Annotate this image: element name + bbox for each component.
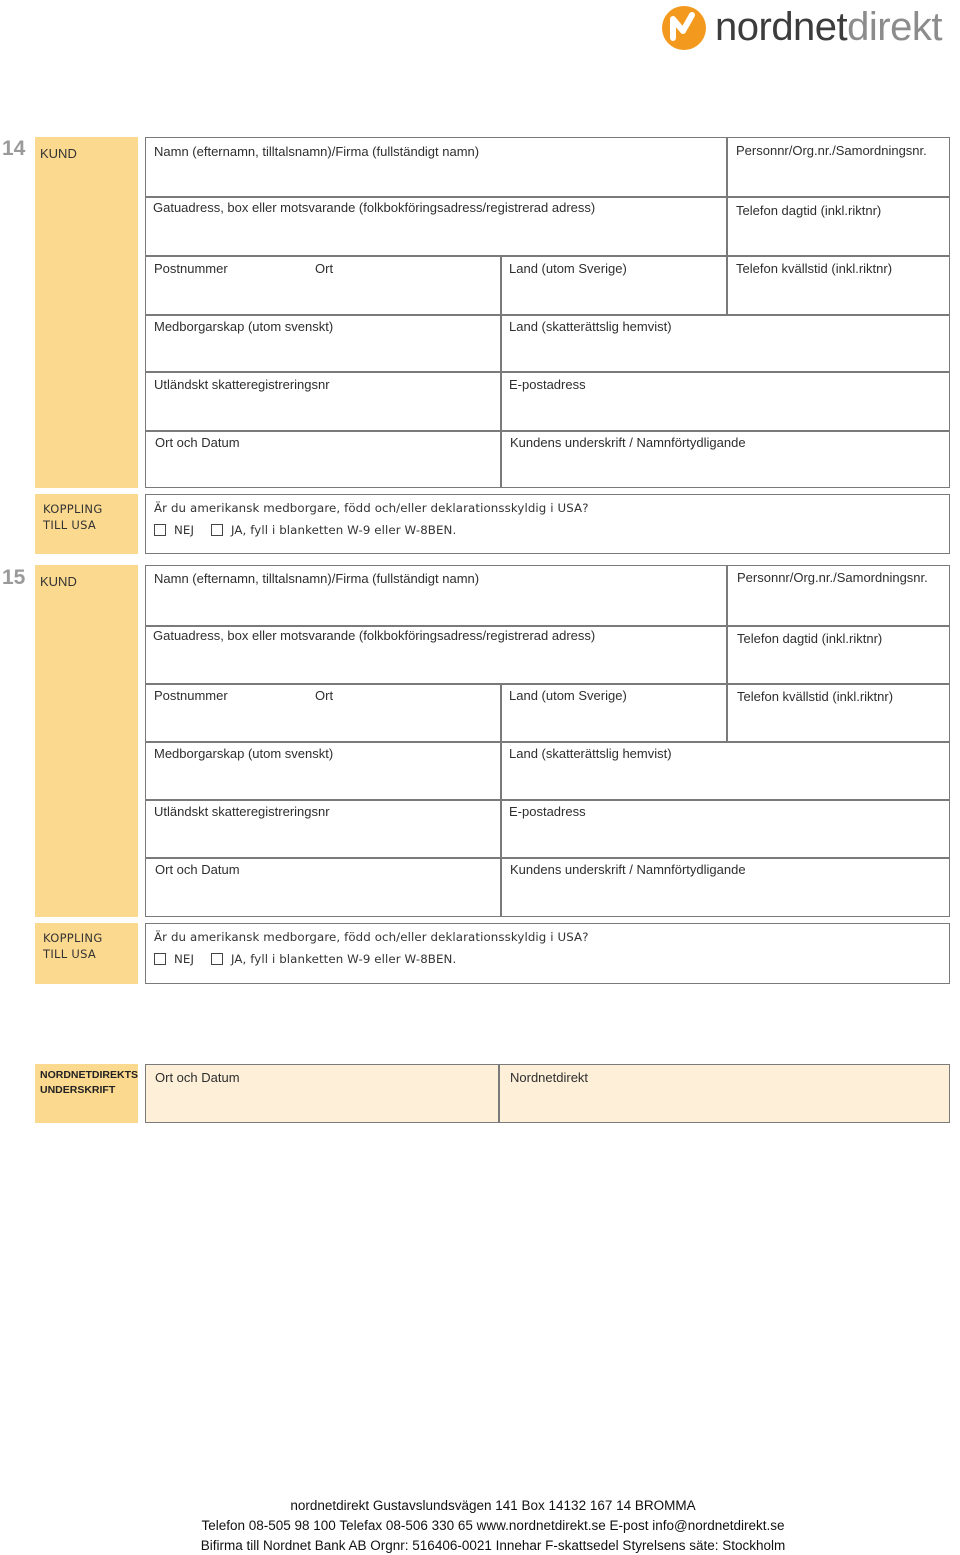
tax-country-field[interactable]: Land (skatterättslig hemvist) <box>509 746 672 761</box>
section-sidebar <box>35 137 138 488</box>
country-field[interactable]: Land (utom Sverige) <box>509 261 627 276</box>
postnr-field[interactable]: Postnummer <box>154 688 228 703</box>
section-label: KUND <box>40 146 77 161</box>
section-label: KUND <box>40 574 77 589</box>
citizenship-field[interactable]: Medborgarskap (utom svenskt) <box>154 319 334 334</box>
row-divider <box>145 371 950 373</box>
email-field[interactable]: E-postadress <box>509 804 586 819</box>
row-divider <box>145 255 950 257</box>
section-number: 15 <box>2 566 26 589</box>
row-divider <box>145 430 950 432</box>
personnr-field[interactable]: Personnr/Org.nr./Samordningsnr. <box>737 570 928 585</box>
ort-field[interactable]: Ort <box>315 688 334 703</box>
nordnet-place-date-field[interactable]: Ort och Datum <box>155 1070 240 1085</box>
col-divider <box>500 683 502 917</box>
usa-no-checkbox[interactable] <box>154 953 166 965</box>
col-divider <box>726 137 728 315</box>
section-number: 14 <box>2 137 26 160</box>
address-field[interactable]: Gatuadress, box eller motsvarande (folkbokföringsadress/registrerad adress) <box>153 628 596 643</box>
citizenship-field[interactable]: Medborgarskap (utom svenskt) <box>154 746 334 761</box>
foreign-tin-field[interactable]: Utländskt skatteregistreringsnr <box>154 377 330 392</box>
usa-yes-checkbox[interactable] <box>211 953 223 965</box>
section-sidebar <box>35 565 138 917</box>
usa-no-checkbox[interactable] <box>154 524 166 536</box>
col-divider <box>498 1064 500 1123</box>
row-divider <box>145 799 950 801</box>
row-divider <box>145 625 950 627</box>
row-divider <box>145 196 950 198</box>
col-divider <box>500 255 502 488</box>
brand-name: nordnetdirekt <box>715 5 942 49</box>
nordnet-logo-icon <box>661 5 707 51</box>
row-divider <box>145 741 950 743</box>
usa-no-label: NEJ <box>174 523 195 537</box>
personnr-field[interactable]: Personnr/Org.nr./Samordningsnr. <box>736 143 927 158</box>
address-field[interactable]: Gatuadress, box eller motsvarande (folkbokföringsadress/registrerad adress) <box>153 200 596 215</box>
col-divider <box>726 565 728 742</box>
country-field[interactable]: Land (utom Sverige) <box>509 688 627 703</box>
row-divider <box>145 857 950 859</box>
ort-field[interactable]: Ort <box>315 261 334 276</box>
row-divider <box>145 314 950 316</box>
phone-day-field[interactable]: Telefon dagtid (inkl.riktnr) <box>737 631 883 646</box>
phone-day-field[interactable]: Telefon dagtid (inkl.riktnr) <box>736 203 882 218</box>
usa-question: Är du amerikansk medborgare, född och/eller deklarationsskyldig i USA? <box>154 930 589 944</box>
phone-evening-field[interactable]: Telefon kvällstid (inkl.riktnr) <box>737 689 894 704</box>
place-date-field[interactable]: Ort och Datum <box>155 862 240 877</box>
place-date-field[interactable]: Ort och Datum <box>155 435 240 450</box>
row-divider <box>145 683 950 685</box>
nordnet-signer-field[interactable]: Nordnetdirekt <box>510 1070 589 1085</box>
usa-question: Är du amerikansk medborgare, född och/eller deklarationsskyldig i USA? <box>154 501 589 515</box>
email-field[interactable]: E-postadress <box>509 377 586 392</box>
signature-field[interactable]: Kundens underskrift / Namnförtydligande <box>510 862 746 877</box>
footer-contact: Telefon 08-505 98 100 Telefax 08-506 330 65 www.nordnetdirekt.se E-post info@nordnetdirekt.se <box>201 1518 785 1533</box>
footer-address: nordnetdirekt Gustavslundsvägen 141 Box 14132 167 14 BROMMA <box>290 1498 696 1513</box>
usa-yes-label: JA, fyll i blanketten W-9 eller W-8BEN. <box>231 523 457 537</box>
usa-yes-checkbox[interactable] <box>211 524 223 536</box>
postnr-field[interactable]: Postnummer <box>154 261 228 276</box>
name-field[interactable]: Namn (efternamn, tilltalsnamn)/Firma (fullständigt namn) <box>154 571 480 586</box>
phone-evening-field[interactable]: Telefon kvällstid (inkl.riktnr) <box>736 261 893 276</box>
nordnet-signature-label: NORDNETDIREKTS UNDERSKRIFT <box>40 1069 139 1096</box>
name-field[interactable]: Namn (efternamn, tilltalsnamn)/Firma (fullständigt namn) <box>154 144 480 159</box>
foreign-tin-field[interactable]: Utländskt skatteregistreringsnr <box>154 804 330 819</box>
usa-no-label: NEJ <box>174 952 195 966</box>
signature-field[interactable]: Kundens underskrift / Namnförtydligande <box>510 435 746 450</box>
usa-label: KOPPLING TILL USA <box>43 931 103 961</box>
usa-yes-label: JA, fyll i blanketten W-9 eller W-8BEN. <box>231 952 457 966</box>
tax-country-field[interactable]: Land (skatterättslig hemvist) <box>509 319 672 334</box>
footer-company: Bifirma till Nordnet Bank AB Orgnr: 516406-0021 Innehar F-skattsedel Styrelsens säte: Stockholm <box>200 1538 786 1553</box>
usa-label: KOPPLING TILL USA <box>43 502 103 532</box>
